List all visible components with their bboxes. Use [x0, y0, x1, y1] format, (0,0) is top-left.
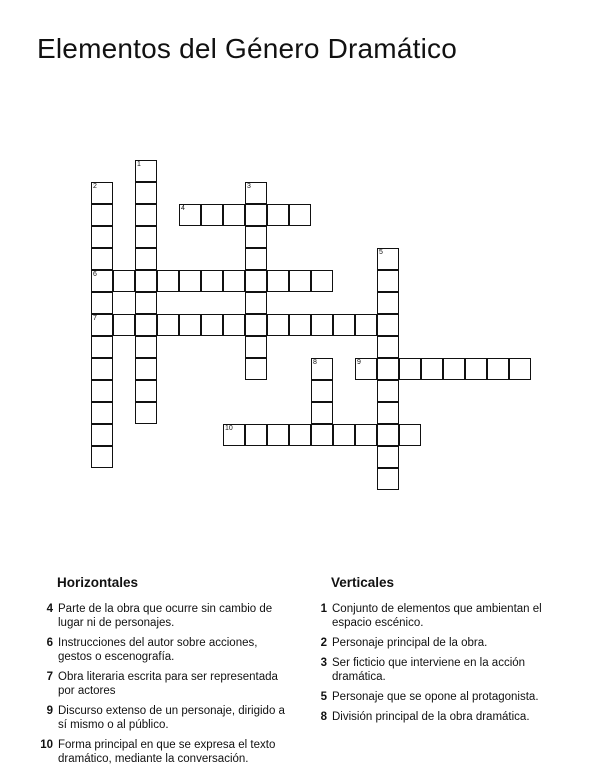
- crossword-cell[interactable]: [443, 358, 465, 380]
- crossword-cell[interactable]: [421, 358, 443, 380]
- clue-text: División principal de la obra dramática.: [332, 711, 530, 723]
- crossword-cell[interactable]: [135, 358, 157, 380]
- across-heading: Horizontales: [57, 575, 139, 590]
- crossword-cell[interactable]: [289, 424, 311, 446]
- crossword-cell[interactable]: [377, 402, 399, 424]
- crossword-cell[interactable]: [267, 424, 289, 446]
- crossword-cell[interactable]: [91, 270, 113, 292]
- crossword-cell[interactable]: [267, 270, 289, 292]
- down-heading: Verticales: [331, 575, 395, 590]
- crossword-cell[interactable]: [135, 380, 157, 402]
- crossword-cell[interactable]: [179, 314, 201, 336]
- across-clue-list: [38, 602, 288, 766]
- crossword-cell[interactable]: [91, 248, 113, 270]
- crossword-cell[interactable]: [91, 358, 113, 380]
- crossword-cell[interactable]: [245, 182, 267, 204]
- clue-text: Ser ficticio que interviene en la acción dramática.: [332, 657, 526, 683]
- crossword-cell[interactable]: [377, 468, 399, 490]
- crossword-cell[interactable]: [377, 248, 399, 270]
- crossword-cell[interactable]: [223, 424, 245, 446]
- crossword-cell[interactable]: [311, 314, 333, 336]
- crossword-cell[interactable]: [289, 314, 311, 336]
- crossword-cell[interactable]: [135, 160, 157, 182]
- crossword-cell[interactable]: [135, 226, 157, 248]
- across-clue: [38, 704, 288, 732]
- crossword-cell[interactable]: [135, 292, 157, 314]
- down-clue: [312, 690, 562, 704]
- crossword-cell[interactable]: [179, 204, 201, 226]
- cell-number: 9: [357, 359, 361, 366]
- crossword-cell[interactable]: [377, 358, 399, 380]
- crossword-cell[interactable]: [355, 424, 377, 446]
- crossword-cell[interactable]: [245, 248, 267, 270]
- crossword-cell[interactable]: [223, 314, 245, 336]
- clue-number: 9: [46, 705, 53, 717]
- crossword-cell[interactable]: [201, 204, 223, 226]
- crossword-cell[interactable]: [179, 270, 201, 292]
- crossword-cell[interactable]: [399, 358, 421, 380]
- clue-number: 7: [46, 671, 53, 683]
- crossword-cell[interactable]: [157, 314, 179, 336]
- cell-number: 5: [379, 249, 383, 256]
- clue-number: 4: [46, 603, 53, 615]
- crossword-cell[interactable]: [245, 204, 267, 226]
- clue-text: Personaje principal de la obra.: [332, 637, 488, 649]
- crossword-cell[interactable]: [355, 358, 377, 380]
- crossword-cell[interactable]: [223, 204, 245, 226]
- crossword-cell[interactable]: [135, 270, 157, 292]
- clue-number: 1: [320, 603, 327, 615]
- crossword-cell[interactable]: [377, 380, 399, 402]
- page-title: Elementos del Género Dramático: [37, 33, 457, 64]
- crossword-cell[interactable]: [245, 270, 267, 292]
- clue-text: Parte de la obra que ocurre sin cambio de lugar ni de personajes.: [58, 603, 273, 629]
- clue-text: Forma principal en que se expresa el texto dramático, mediante la conversación.: [58, 739, 276, 765]
- across-clue: [38, 670, 288, 698]
- crossword-cell[interactable]: [509, 358, 531, 380]
- crossword-cell[interactable]: [245, 358, 267, 380]
- crossword-cell[interactable]: [311, 402, 333, 424]
- clue-number: 8: [320, 711, 327, 723]
- crossword-cell[interactable]: [377, 446, 399, 468]
- crossword-cell[interactable]: [157, 270, 179, 292]
- crossword-cell[interactable]: [91, 182, 113, 204]
- crossword-cell[interactable]: [289, 204, 311, 226]
- down-clue: [312, 636, 562, 650]
- crossword-cell[interactable]: [91, 292, 113, 314]
- crossword-cell[interactable]: [245, 314, 267, 336]
- crossword-cell[interactable]: [311, 380, 333, 402]
- crossword-cell[interactable]: [465, 358, 487, 380]
- crossword-cell[interactable]: [91, 380, 113, 402]
- cell-number: 3: [247, 183, 251, 190]
- crossword-cell[interactable]: [399, 424, 421, 446]
- crossword-cell[interactable]: [333, 314, 355, 336]
- crossword-cell[interactable]: [201, 270, 223, 292]
- crossword-cell[interactable]: [135, 182, 157, 204]
- crossword-cell[interactable]: [245, 226, 267, 248]
- crossword-cell[interactable]: [135, 248, 157, 270]
- clue-text: Personaje que se opone al protagonista.: [332, 691, 539, 703]
- crossword-cell[interactable]: [267, 204, 289, 226]
- crossword-cell[interactable]: [289, 270, 311, 292]
- clue-text: Instrucciones del autor sobre acciones, gestos o escenografía.: [58, 637, 258, 663]
- clue-number: 2: [320, 637, 327, 649]
- across-clue: [38, 636, 288, 664]
- cell-number: 6: [93, 271, 97, 278]
- down-clue: [312, 602, 562, 630]
- clue-text: Obra literaria escrita para ser representada por actores: [58, 671, 278, 697]
- crossword-cell[interactable]: [91, 204, 113, 226]
- cell-number: 10: [225, 425, 233, 432]
- crossword-cell[interactable]: [333, 424, 355, 446]
- crossword-cell[interactable]: [377, 336, 399, 358]
- crossword-cell[interactable]: [91, 402, 113, 424]
- crossword-cell[interactable]: [377, 270, 399, 292]
- crossword-cell[interactable]: [135, 402, 157, 424]
- clue-text: Conjunto de elementos que ambientan el espacio escénico.: [332, 603, 542, 629]
- crossword-cell[interactable]: [113, 314, 135, 336]
- crossword-cell[interactable]: [311, 424, 333, 446]
- crossword-cell[interactable]: [377, 292, 399, 314]
- crossword-cell[interactable]: [355, 314, 377, 336]
- crossword-cell[interactable]: [311, 358, 333, 380]
- down-clues: [312, 575, 562, 730]
- crossword-cell[interactable]: [245, 292, 267, 314]
- cell-number: 4: [181, 205, 185, 212]
- clue-text: Discurso extenso de un personaje, dirigido a sí mismo o al público.: [58, 705, 285, 731]
- crossword-cell[interactable]: [245, 336, 267, 358]
- crossword-cell[interactable]: [267, 314, 289, 336]
- crossword-cell[interactable]: [223, 270, 245, 292]
- crossword-cell[interactable]: [113, 270, 135, 292]
- crossword-cell[interactable]: [91, 424, 113, 446]
- crossword-cell[interactable]: [91, 226, 113, 248]
- crossword-cell[interactable]: [245, 424, 267, 446]
- crossword-cell[interactable]: [135, 336, 157, 358]
- crossword-cell[interactable]: [135, 204, 157, 226]
- cell-number: 1: [137, 161, 141, 168]
- cell-number: 8: [313, 359, 317, 366]
- crossword-cell[interactable]: [201, 314, 223, 336]
- clue-number: 10: [40, 739, 53, 751]
- down-clue-list: [312, 602, 562, 724]
- across-clue: [38, 738, 288, 766]
- clue-number: 3: [320, 657, 327, 669]
- crossword-cell[interactable]: [91, 446, 113, 468]
- across-clue: [38, 602, 288, 630]
- crossword-cell[interactable]: [377, 314, 399, 336]
- crossword-cell[interactable]: [311, 270, 333, 292]
- crossword-cell[interactable]: [487, 358, 509, 380]
- crossword-cell[interactable]: [91, 314, 113, 336]
- down-clue: [312, 710, 562, 724]
- crossword-cell[interactable]: [91, 336, 113, 358]
- cell-number: 2: [93, 183, 97, 190]
- down-clue: [312, 656, 562, 684]
- clue-number: 5: [320, 691, 327, 703]
- crossword-cell[interactable]: [377, 424, 399, 446]
- crossword-cell[interactable]: [135, 314, 157, 336]
- across-clues: [38, 575, 288, 772]
- clue-number: 6: [46, 637, 53, 649]
- cell-number: 7: [93, 315, 97, 322]
